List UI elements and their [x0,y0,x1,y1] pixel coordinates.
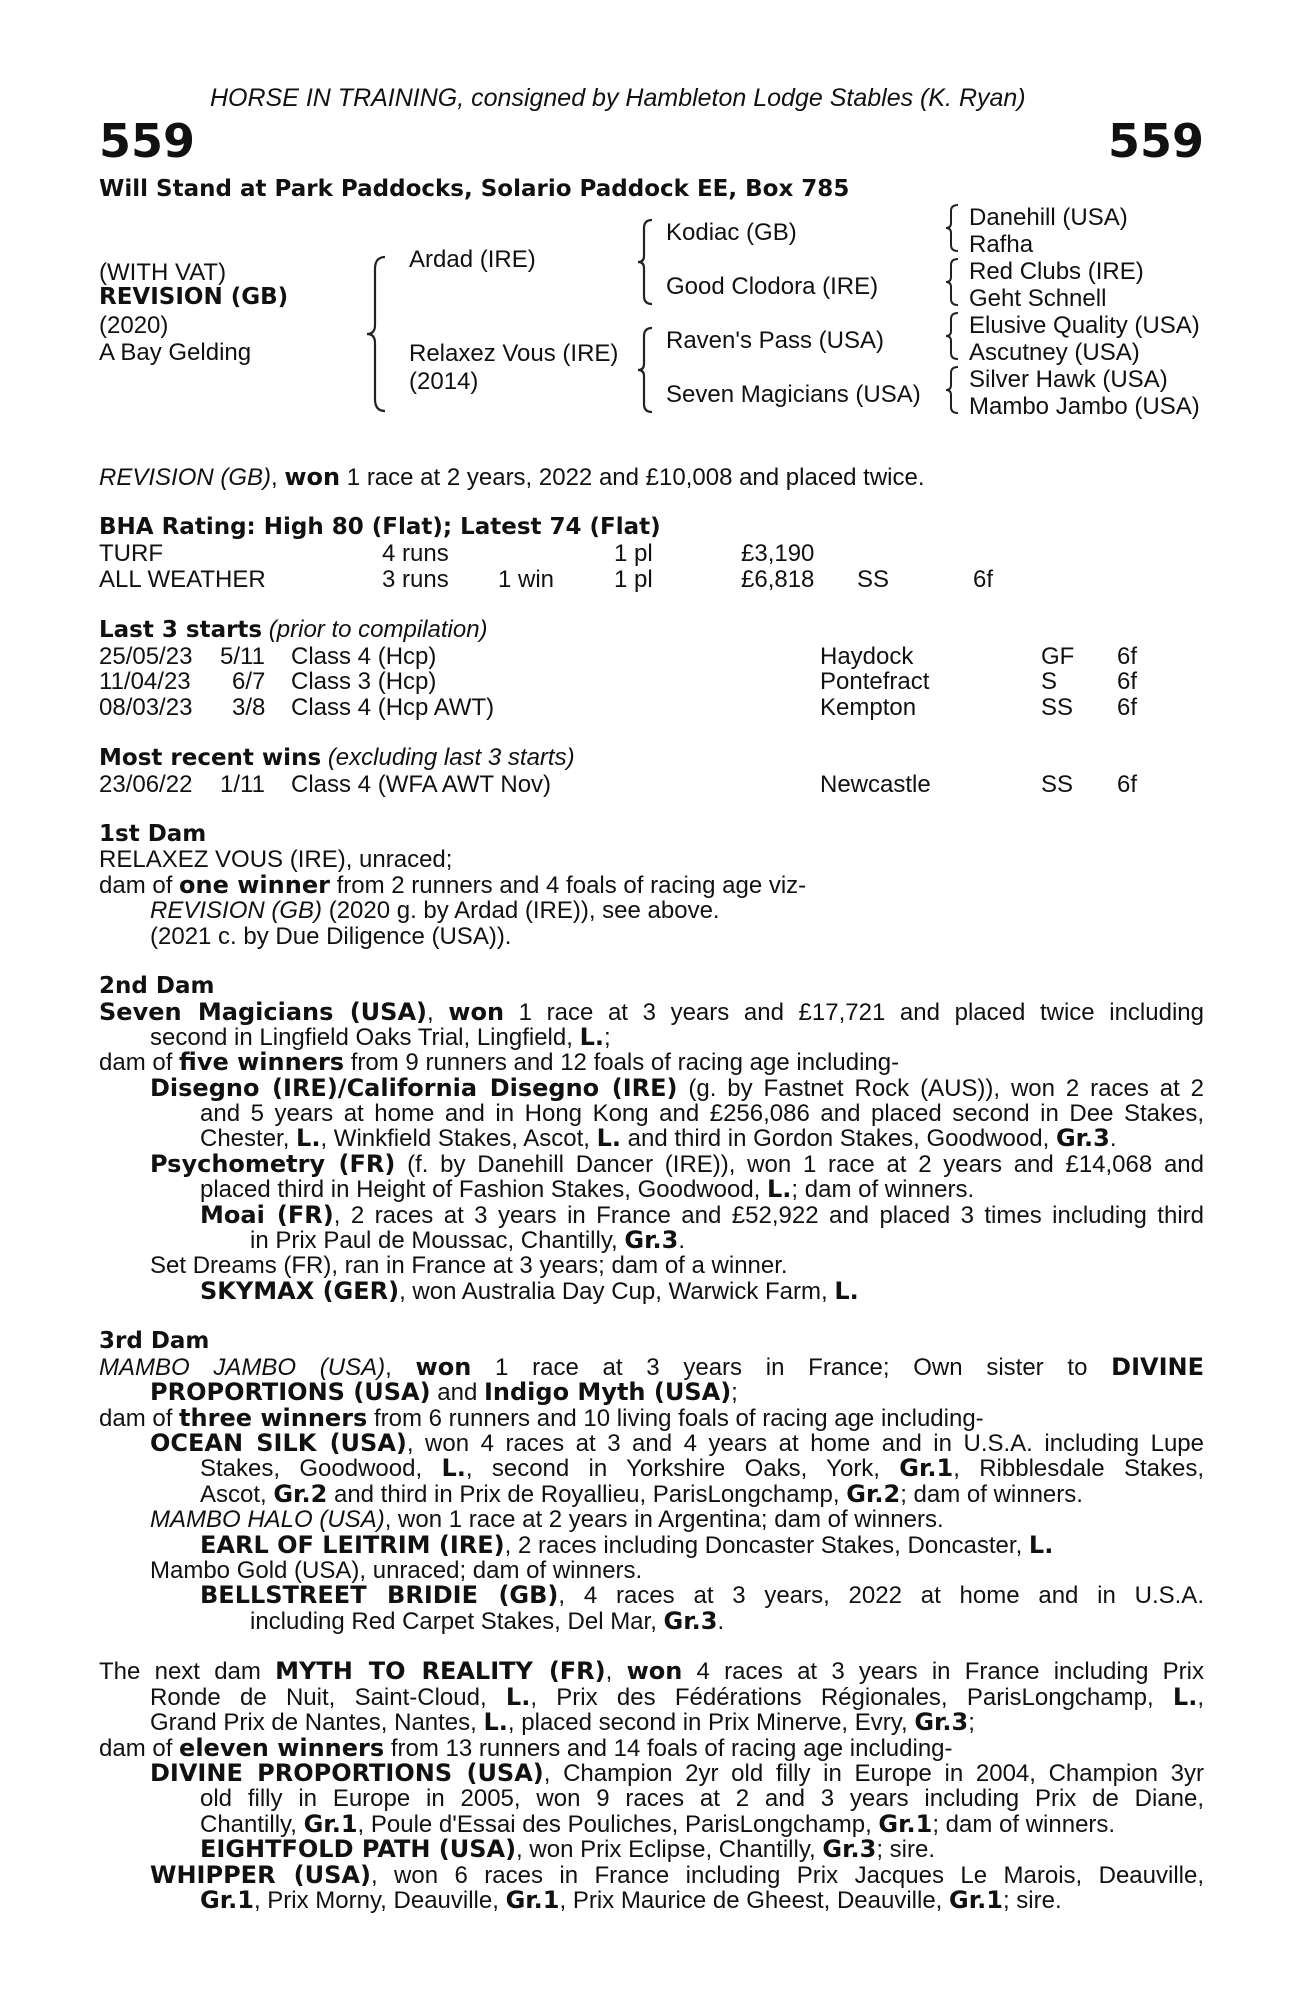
horse-year: (2020) [99,312,169,339]
second-dam-offspring: Psychometry (FR) (f. by Danehill Dancer (IRE)), won 1 race at 2 years and £14,068 and [150,1150,1204,1178]
pedigree-dss: Elusive Quality (USA) [969,312,1200,339]
start-distance: 6f [1117,694,1138,721]
third-dam-line: PROPORTIONS (USA) and Indigo Myth (USA); [150,1378,738,1406]
win-race: Class 4 (WFA AWT Nov) [291,771,552,798]
pedigree-sss: Danehill (USA) [969,204,1128,231]
third-dam-line: MAMBO JAMBO (USA), won 1 race at 3 years in France; Own sister to DIVINE [99,1353,1204,1381]
pedigree-brace-sd [944,257,962,307]
next-dam-progeny-line: dam of eleven winners from 13 runners and 14 foals of racing age including- [99,1734,953,1762]
start-race: Class 4 (Hcp) [291,643,437,670]
second-dam-offspring: placed third in Height of Fashion Stakes, Goodwood, L.; dam of winners. [200,1175,975,1203]
third-dam-grand-offspring: EARL OF LEITRIM (IRE), 2 races including Doncaster Stakes, Doncaster, L. [200,1531,1054,1559]
win-course: Newcastle [820,771,931,798]
race-summary: REVISION (GB), won 1 race at 2 years, 2022 and £10,008 and placed twice. [99,463,925,491]
third-dam-heading: 3rd Dam [99,1328,210,1354]
stand-location: Will Stand at Park Paddocks, Solario Paddock EE, Box 785 [99,176,850,202]
start-course: Haydock [820,643,914,670]
second-dam-grand-offspring: in Prix Paul de Moussac, Chantilly, Gr.3. [250,1226,685,1254]
first-dam-progeny-line: dam of one winner from 2 runners and 4 foals of racing age viz- [99,871,807,899]
pedigree-sire-dam: Good Clodora (IRE) [666,273,879,300]
win-going: SS [1041,771,1074,798]
start-date: 08/03/23 [99,694,193,721]
first-dam-foal: (2021 c. by Due Diligence (USA)). [150,923,512,950]
next-dam-offspring: old filly in Europe in 2005, won 9 races at 2 and 3 years including Prix de Diane, [200,1785,1204,1812]
pedigree-dam-dam: Seven Magicians (USA) [666,381,921,408]
start-going: S [1041,668,1058,695]
pedigree-sds: Red Clubs (IRE) [969,258,1144,285]
second-dam-line: Seven Magicians (USA), won 1 race at 3 years and £17,721 and placed twice including [99,998,1204,1026]
rating-placed: 1 pl [614,566,653,593]
lot-number-right: 559 [1107,114,1204,168]
win-distance: 6f [1117,771,1138,798]
horse-name: REVISION (GB) [99,284,289,310]
pedigree-brace-sire [636,218,656,306]
rating-placed: 1 pl [614,540,653,567]
rating-runs: 4 runs [382,540,449,567]
second-dam-offspring: Disegno (IRE)/California Disegno (IRE) (g. by Fastnet Rock (AUS)), won 2 races at 2 [150,1074,1204,1102]
pedigree-brace-dam [636,326,656,414]
third-dam-grand-offspring: BELLSTREET BRIDIE (GB), 4 races at 3 years, 2022 at home and in U.S.A. [200,1581,1204,1609]
pedigree-dam-sire: Raven's Pass (USA) [666,327,884,354]
start-date: 11/04/23 [99,668,191,695]
start-course: Pontefract [820,668,930,695]
second-dam-progeny-line: dam of five winners from 9 runners and 12 foals of racing age including- [99,1048,900,1076]
pedigree-brace-ds [944,311,962,361]
third-dam-offspring: Ascot, Gr.2 and third in Prix de Royallieu, ParisLongchamp, Gr.2; dam of winners. [200,1480,1083,1508]
rating-going: SS [857,566,890,593]
second-dam-grand-offspring: SKYMAX (GER), won Australia Day Cup, Warwick Farm, L. [200,1277,859,1305]
rating-surface: ALL WEATHER [99,566,266,593]
next-dam-grand-offspring: EIGHTFOLD PATH (USA), won Prix Eclipse, Chantilly, Gr.3; sire. [200,1835,935,1863]
consignment-line: HORSE IN TRAINING, consigned by Hambleton Lodge Stables (K. Ryan) [210,84,1026,112]
start-position: 3/8 [232,694,266,721]
start-position: 5/11 [220,643,265,670]
pedigree-brace-ss [944,203,962,253]
lot-number-left: 559 [99,114,196,168]
win-position: 1/11 [220,771,265,798]
next-dam-line: The next dam MYTH TO REALITY (FR), won 4 races at 3 years in France including Prix [99,1657,1204,1685]
next-dam-offspring: WHIPPER (USA), won 6 races in France including Prix Jacques Le Marois, Deauville, [150,1861,1205,1889]
first-dam-foal: REVISION (GB) (2020 g. by Ardad (IRE)), see above. [150,897,720,924]
start-date: 25/05/23 [99,643,193,670]
pedigree-dds: Silver Hawk (USA) [969,366,1168,393]
second-dam-offspring: Chester, L., Winkfield Stakes, Ascot, L. and third in Gordon Stakes, Goodwood, Gr.3. [200,1124,1117,1152]
pedigree-brace-main [365,255,389,413]
rating-amount: £6,818 [741,566,815,593]
pedigree-dam-year: (2014) [409,368,479,395]
next-dam-line: Grand Prix de Nantes, Nantes, L., placed second in Prix Minerve, Evry, Gr.3; [150,1708,975,1736]
rating-surface: TURF [99,540,163,567]
next-dam-offspring: Chantilly, Gr.1, Poule d'Essai des Pouliches, ParisLongchamp, Gr.1; dam of winners. [200,1810,1116,1838]
next-dam-offspring: DIVINE PROPORTIONS (USA), Champion 2yr old filly in Europe in 2004, Champion 3yr [150,1759,1204,1787]
rating-runs: 3 runs [382,566,449,593]
horse-description: A Bay Gelding [99,339,252,366]
start-course: Kempton [820,694,917,721]
start-race: Class 3 (Hcp) [291,668,437,695]
pedigree-sire: Ardad (IRE) [409,246,536,273]
third-dam-offspring: Stakes, Goodwood, L., second in Yorkshire Oaks, York, Gr.1, Ribblesdale Stakes, [200,1454,1204,1482]
pedigree-sire-sire: Kodiac (GB) [666,219,797,246]
first-dam-heading: 1st Dam [99,821,207,847]
pedigree-ssd: Rafha [969,231,1034,258]
second-dam-offspring: and 5 years at home and in Hong Kong and £256,086 and placed second in Dee Stakes, [200,1100,1204,1127]
bha-rating: BHA Rating: High 80 (Flat); Latest 74 (Flat) [99,514,661,540]
rating-distance: 6f [973,566,994,593]
start-race: Class 4 (Hcp AWT) [291,694,495,721]
next-dam-line: Ronde de Nuit, Saint-Cloud, L., Prix des Fédérations Régionales, ParisLongchamp, L., [150,1683,1205,1711]
pedigree-dsd: Ascutney (USA) [969,339,1140,366]
start-distance: 6f [1117,643,1138,670]
third-dam-offspring: OCEAN SILK (USA), won 4 races at 3 and 4 years at home and in U.S.A. including Lupe [150,1429,1205,1457]
second-dam-heading: 2nd Dam [99,973,215,999]
vat-note: (WITH VAT) [99,259,227,286]
next-dam-offspring: Gr.1, Prix Morny, Deauville, Gr.1, Prix Maurice de Gheest, Deauville, Gr.1; sire. [200,1886,1062,1914]
start-going: GF [1041,643,1075,670]
pedigree-ddd: Mambo Jambo (USA) [969,393,1200,420]
first-dam-line: RELAXEZ VOUS (IRE), unraced; [99,846,453,873]
third-dam-grand-offspring: including Red Carpet Stakes, Del Mar, Gr.3. [250,1607,725,1635]
recent-wins-heading: Most recent wins (excluding last 3 starts) [99,744,575,771]
win-date: 23/06/22 [99,771,193,798]
third-dam-offspring: Mambo Gold (USA), unraced; dam of winners. [150,1557,643,1584]
third-dam-offspring: MAMBO HALO (USA), won 1 race at 2 years in Argentina; dam of winners. [150,1506,944,1533]
start-position: 6/7 [232,668,266,695]
rating-wins: 1 win [498,566,555,593]
second-dam-grand-offspring: Moai (FR), 2 races at 3 years in France and £52,922 and placed 3 times including third [200,1201,1204,1229]
second-dam-line: second in Lingfield Oaks Trial, Lingfield, L.; [150,1023,611,1051]
start-going: SS [1041,694,1074,721]
last-3-starts-heading: Last 3 starts (prior to compilation) [99,616,488,643]
third-dam-progeny-line: dam of three winners from 6 runners and 10 living foals of racing age including- [99,1404,984,1432]
start-distance: 6f [1117,668,1138,695]
pedigree-brace-dd [944,365,962,415]
second-dam-offspring: Set Dreams (FR), ran in France at 3 years; dam of a winner. [150,1252,788,1279]
rating-amount: £3,190 [741,540,815,567]
pedigree-sdd: Geht Schnell [969,285,1107,312]
pedigree-dam: Relaxez Vous (IRE) [409,340,619,367]
